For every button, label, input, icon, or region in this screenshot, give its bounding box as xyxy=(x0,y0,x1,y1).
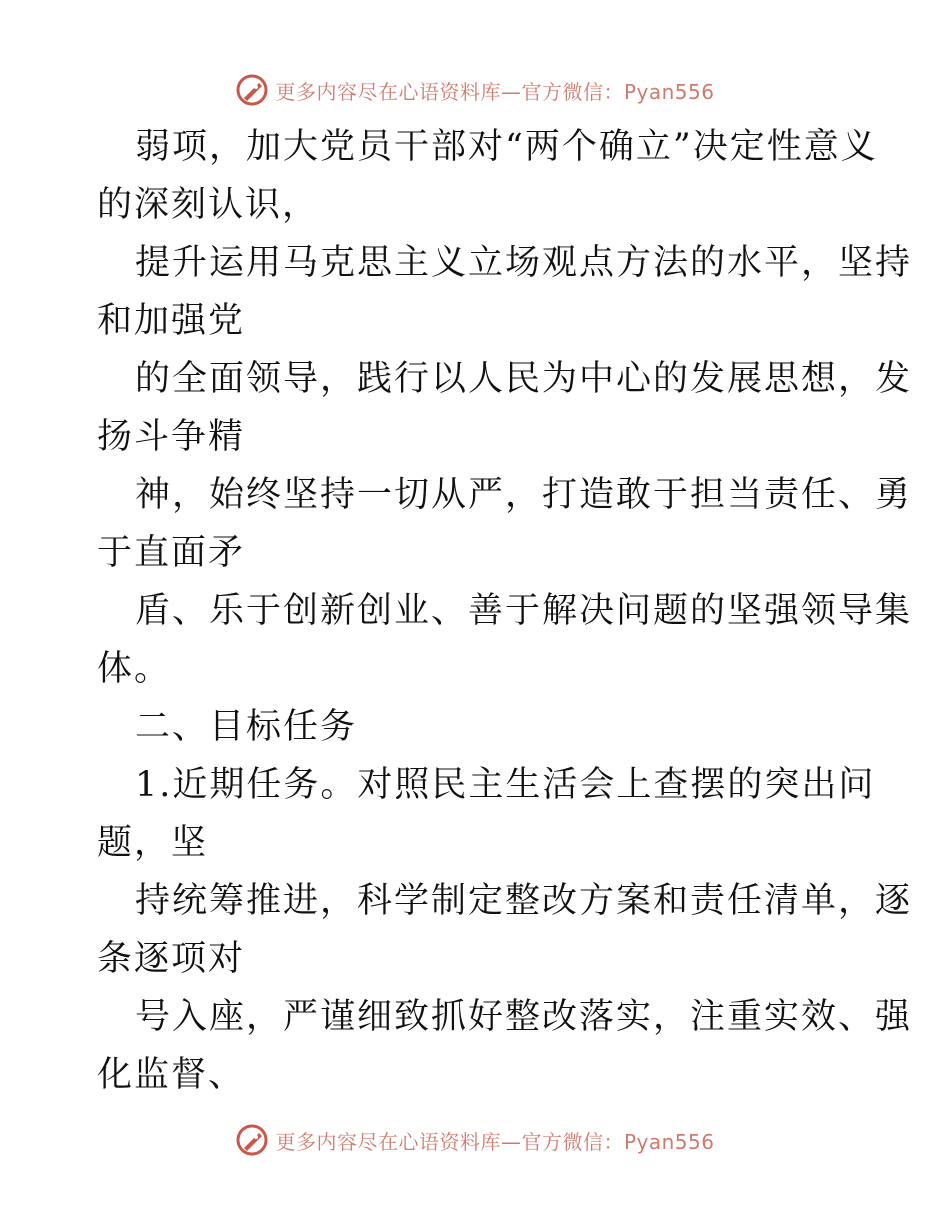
text-line: 条逐项对 xyxy=(97,939,246,979)
text-line: 的深刻认识， xyxy=(97,185,320,225)
text-line: 持统筹推进，科学制定整改方案和责任清单，逐 xyxy=(135,881,913,921)
text-line: 盾、乐于创新创业、善于解决问题的坚强领导集 xyxy=(135,591,913,631)
text-line: 化监督、 xyxy=(97,1055,246,1095)
text-line: 神，始终坚持一切从严，打造敢于担当责任、勇 xyxy=(135,475,913,515)
header-watermark xyxy=(0,70,950,110)
footer-watermark xyxy=(0,1120,950,1160)
watermark-text: 更多内容尽在心语资料库—官方微信：Pyan556 xyxy=(275,1129,715,1154)
text-line: 号入座，严谨细致抓好整改落实，注重实效、强 xyxy=(135,997,913,1037)
text-line: 题，坚 xyxy=(97,823,209,863)
text-line: 提升运用马克思主义立场观点方法的水平，坚持 xyxy=(135,243,913,283)
text-line: 和加强党 xyxy=(97,301,246,341)
text-line: 于直面矛 xyxy=(97,533,246,573)
pen-nib-logo-icon xyxy=(235,73,269,107)
text-line: 扬斗争精 xyxy=(97,417,246,457)
text-line: 体。 xyxy=(97,649,172,689)
document-body xyxy=(97,118,913,1104)
text-line: 1.近期任务。对照民主生活会上查摆的突出问 xyxy=(135,765,876,805)
pen-nib-logo-icon xyxy=(235,1123,269,1157)
text-line: 弱项，加大党员干部对“两个确立”决定性意义 xyxy=(135,127,878,167)
text-line: 二、目标任务 xyxy=(135,707,358,747)
text-line: 的全面领导，践行以人民为中心的发展思想，发 xyxy=(135,359,913,399)
watermark-text: 更多内容尽在心语资料库—官方微信：Pyan556 xyxy=(275,79,715,104)
